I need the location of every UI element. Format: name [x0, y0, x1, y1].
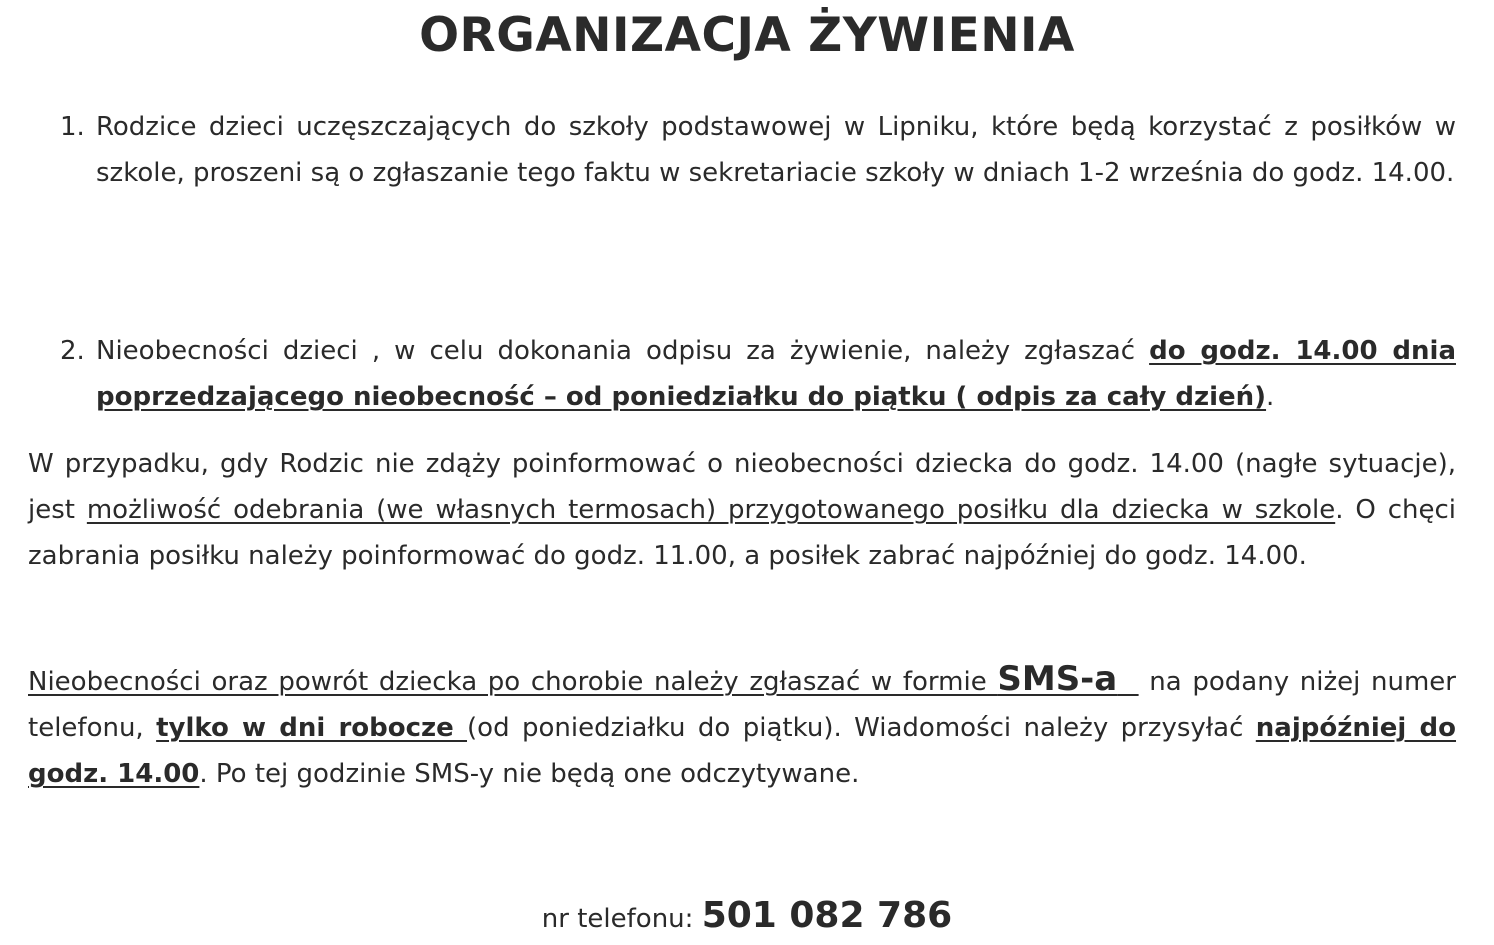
absence-deadline-emphasis: do godz. 14.00 dnia poprzedzającego nieobecność – od poniedziałku do piątku ( odpis za cały dzień) [96, 336, 1456, 412]
meal-pickup-paragraph [28, 441, 1456, 579]
sms-deadline-emphasis: najpóźniej do godz. 14.00 [28, 713, 1457, 789]
list-item-1 [60, 104, 1456, 196]
list-item-1-text: Rodzice dzieci uczęszczających do szkoły podstawowej w Lipniku, które będą korzystać z posiłków w szkole, proszeni są o zgłaszanie tego faktu w sekretariacie szkoły w dniach 1-2 września do godz. 14.00. [96, 112, 1456, 188]
document-title: ORGANIZACJA ŻYWIENIA [419, 8, 1075, 63]
sms-rule-emphasis [28, 659, 1139, 699]
list-number-1: 1. [60, 112, 85, 142]
list-number-2: 2. [60, 336, 85, 366]
phone-number: 501 082 786 [701, 895, 953, 936]
meal-pickup-intro: W przypadku, gdy Rodzic nie zdąży poinformować o nieobecności dziecka do godz. 14.00 (nagłe sytuacje), jest [28, 449, 1456, 525]
phone-line [0, 890, 1494, 945]
meal-pickup-details: . O chęci zabrania posiłku należy poinformować do godz. 11.00, a posiłek zabrać najpóźniej do godz. 14.00. [28, 495, 1456, 571]
list-item-2-text [96, 328, 1456, 420]
sms-rule-days: (od poniedziałku do piątku). Wiadomości należy przysyłać [467, 713, 1256, 743]
absence-rule-end: . [1266, 382, 1275, 412]
working-days-emphasis: tylko w dni robocze [156, 713, 468, 743]
list-item-2 [60, 328, 1456, 420]
sms-rule-text: Nieobecności oraz powrót dziecka po chorobie należy zgłaszać w formie [28, 667, 998, 697]
sms-paragraph [28, 656, 1456, 797]
phone-label: nr telefonu: [541, 904, 702, 934]
sms-rule-end: . Po tej godzinie SMS-y nie będą one odczytywane. [199, 759, 860, 789]
meal-pickup-emphasis: możliwość odebrania (we własnych termosach) przygotowanego posiłku dla dziecka w szkole [86, 495, 1336, 525]
sms-rule-mid: na podany niżej numer telefonu, [28, 667, 1456, 743]
sms-label: SMS-a [997, 659, 1118, 699]
absence-rule-text: Nieobecności dzieci , w celu dokonania odpisu za żywienie, należy zgłaszać [96, 336, 1150, 366]
